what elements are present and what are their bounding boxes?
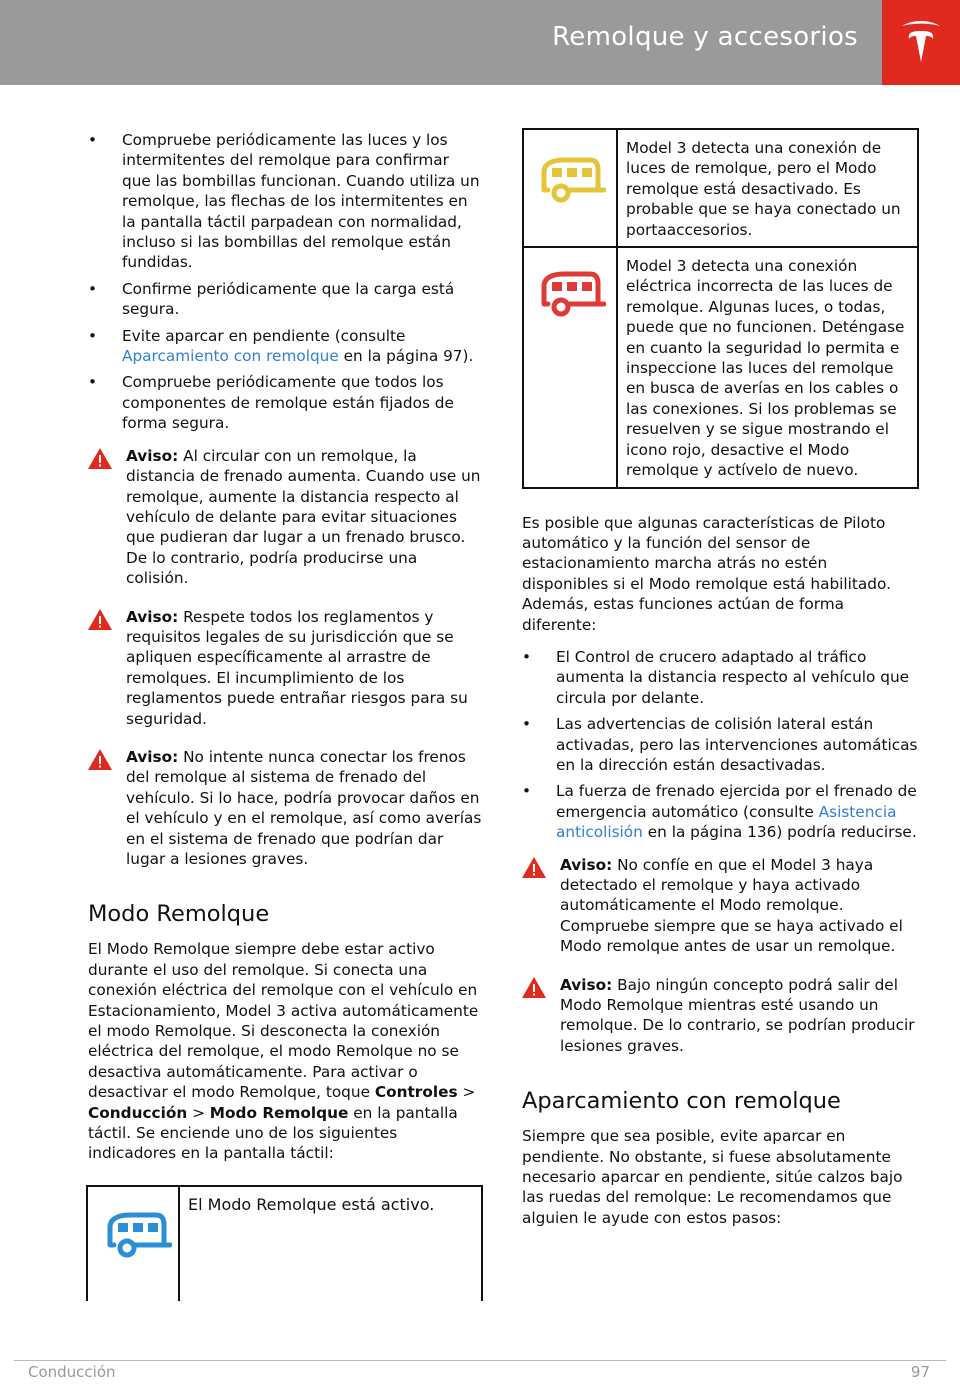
maintenance-list xyxy=(88,130,482,434)
list-item-text: en la página 97). xyxy=(338,347,474,366)
icon-cell xyxy=(87,1186,179,1301)
warning-text: No intente nunca conectar los frenos del remolque al sistema de frenado del vehículo. Si lo hace, podría provocar daños en el vehículo y en el remolque, así como averías en el sistema de frenado que podrían dar lugar a lesiones graves. xyxy=(126,747,482,868)
table-row xyxy=(523,247,918,487)
list-item-text: Evite aparcar en pendiente (consulte xyxy=(122,326,406,345)
collision-avoidance-link[interactable]: Asistencia anticolisión xyxy=(556,802,897,842)
menu-path-driving: Conducción xyxy=(88,1103,188,1122)
page-title: Remolque y accesorios xyxy=(552,22,858,52)
warning-brakes xyxy=(88,747,482,869)
trailer-indicators-table xyxy=(522,128,919,489)
trailer-mode-paragraph xyxy=(88,939,482,1163)
warning-braking-distance xyxy=(88,446,482,589)
warning-label: Aviso: xyxy=(560,855,613,874)
menu-path-separator: > xyxy=(457,1083,476,1102)
paragraph-text: en la pantalla táctil. Se enciende uno de los siguientes indicadores en la pantalla táctil: xyxy=(88,1103,458,1163)
warning-regulations xyxy=(88,607,482,729)
left-column xyxy=(88,130,482,1176)
page-number: 97 xyxy=(910,1363,930,1381)
list-item xyxy=(88,326,482,367)
warning-triangle-icon xyxy=(522,977,546,998)
warning-triangle-icon xyxy=(522,857,546,878)
section-title-trailer-mode: Modo Remolque xyxy=(88,901,270,928)
list-item: • Las advertencias de colisión lateral están activadas, pero las intervenciones automáticas en la dirección están desactivadas. xyxy=(522,714,918,775)
right-column xyxy=(522,128,918,1240)
warning-triangle-icon xyxy=(88,749,112,770)
warning-exit-mode xyxy=(522,975,918,1057)
tesla-logo-icon xyxy=(901,20,941,64)
autopilot-intro: Es posible que algunas características de Piloto automático y la función del sensor de estacionamiento marcha atrás no estén disponibles si el Modo remolque está habilitado. Además, estas funciones actúan de forma diferente: xyxy=(522,513,891,634)
list-item-text: La fuerza de frenado ejercida por el frenado de emergencia automático (consulte xyxy=(556,782,917,821)
list-item: • El Control de crucero adaptado al tráfico aumenta la distancia respecto al vehículo que circula por delante. xyxy=(522,647,918,708)
warning-label: Aviso: xyxy=(126,446,179,465)
paragraph-text: El Modo Remolque siempre debe estar activo durante el uso del remolque. Si conecta una conexión eléctrica del remolque con el vehículo en Estacionamiento, Model 3 activa automáticamente el modo Remolque. Si desconecta la conexión eléctrica del remolque, el modo Remolque no se desactiva automáticamente. Para activar o desactivar el modo Remolque, toque xyxy=(88,940,479,1102)
brand-logo xyxy=(882,0,960,85)
warning-text: Al circular con un remolque, la distancia de frenado aumenta. Cuando use un remolque, aumente la distancia respecto al vehículo de delante para evitar situaciones que pudieran dar lugar a un frenado brusco. De lo contrario, podría producirse una colisión. xyxy=(126,446,481,588)
feature-changes-list xyxy=(522,647,918,843)
warning-text: No confíe en que el Model 3 haya detectado el remolque y haya activado automáticamente el Modo remolque. Compruebe siempre que se haya activado el Modo remolque antes de usar un remolque. xyxy=(560,855,903,956)
icon-cell xyxy=(523,247,617,487)
trailer-yellow-icon xyxy=(534,152,606,208)
footer-section: Conducción xyxy=(28,1363,116,1381)
warning-text: Respete todos los reglamentos y requisitos legales de su jurisdicción que se apliquen específicamente al arrastre de remolques. El incumplimiento de los reglamentos puede entrañar riesgos para su seguridad. xyxy=(126,607,468,728)
table-row xyxy=(523,129,918,247)
table-row xyxy=(87,1186,482,1301)
parking-with-trailer-link[interactable]: Aparcamiento con remolque xyxy=(122,347,339,366)
warning-label: Aviso: xyxy=(560,975,613,994)
indicator-description: El Modo Remolque está activo. xyxy=(179,1186,482,1301)
list-item: • Confirme periódicamente que la carga está segura. xyxy=(88,279,482,320)
menu-path-controls: Controles xyxy=(374,1083,458,1102)
indicator-description: Model 3 detecta una conexión de luces de remolque, pero el Modo remolque está desactivado. Es probable que se haya conectado un portaaccesorios. xyxy=(617,129,918,247)
warning-text: Bajo ningún concepto podrá salir del Modo Remolque mientras esté usando un remolque. De lo contrario, se podrían producir lesiones graves. xyxy=(560,975,915,1055)
menu-path-separator: > xyxy=(187,1103,210,1122)
list-item-text: en la página 136) podría reducirse. xyxy=(642,823,917,842)
trailer-mode-active-table xyxy=(86,1185,483,1301)
footer-divider xyxy=(14,1360,946,1361)
warning-triangle-icon xyxy=(88,448,112,469)
list-item: • Compruebe periódicamente las luces y los intermitentes del remolque para confirmar que las bombillas funcionan. Cuando utiliza un remolque, las flechas de los intermitentes en la pantalla táctil parpadean con normalidad, incluso si las bombillas del remolque están fundidas. xyxy=(88,130,482,273)
trailer-blue-icon xyxy=(100,1207,172,1263)
parking-paragraph: Siempre que sea posible, evite aparcar en pendiente. No obstante, si fuese absolutamente necesario aparcar en pendiente, sitúe calzos bajo las ruedas del remolque: Le recomendamos que alguien le ayude con estos pasos: xyxy=(522,1127,903,1227)
trailer-red-icon xyxy=(534,266,606,322)
list-item: • Compruebe periódicamente que todos los componentes de remolque están fijados de forma segura. xyxy=(88,372,482,433)
warning-triangle-icon xyxy=(88,609,112,630)
list-item xyxy=(522,781,918,842)
warning-detection xyxy=(522,855,918,957)
indicator-description: Model 3 detecta una conexión eléctrica incorrecta de las luces de remolque. Algunas luces, o todas, puede que no funcionen. Deténgase en cuanto la seguridad lo permita e inspeccione las luces del remolque en busca de averías en los cables o las conexiones. Si los problemas se resuelven y se sigue mostrando el icono rojo, desactive el Modo remolque y actívelo de nuevo. xyxy=(617,247,918,487)
icon-cell xyxy=(523,129,617,247)
warning-label: Aviso: xyxy=(126,747,179,766)
menu-path-trailer-mode: Modo Remolque xyxy=(209,1103,349,1122)
section-title-parking: Aparcamiento con remolque xyxy=(522,1088,841,1115)
warning-label: Aviso: xyxy=(126,607,179,626)
